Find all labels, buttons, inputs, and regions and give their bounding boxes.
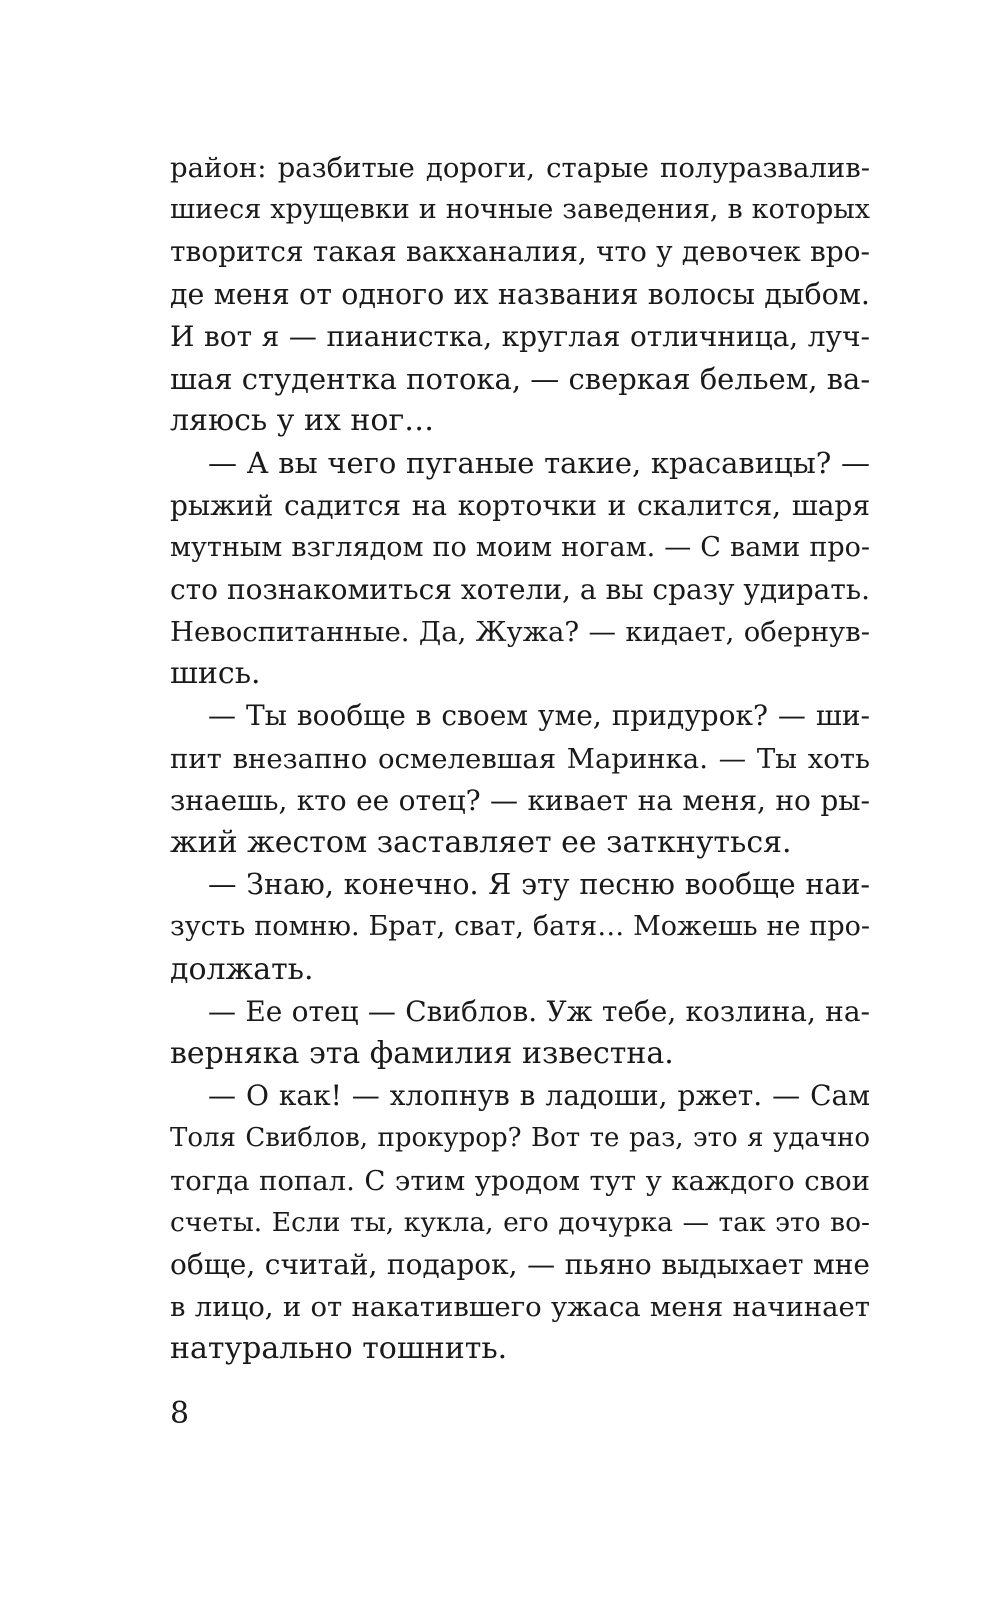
text-line: должать. xyxy=(170,951,314,987)
body-text xyxy=(170,147,870,1370)
text-line: шиеся хрущевки и ночные заведения, в которых xyxy=(170,194,870,226)
text-line: в лицо, и от накатившего ужаса меня начинает xyxy=(170,1291,870,1324)
text-line: тогда попал. С этим уродом тут у каждого свои xyxy=(170,1164,870,1197)
text-line: зусть помню. Брат, сват, батя… Можешь не про- xyxy=(170,911,870,943)
text-line: — Ее отец — Свиблов. Уж тебе, козлина, на- xyxy=(208,994,870,1028)
paragraph xyxy=(170,1075,870,1370)
paragraph xyxy=(170,695,870,864)
text-line: счеты. Если ты, кукла, его дочурка — так это во- xyxy=(170,1206,870,1238)
paragraph xyxy=(170,864,870,991)
text-line: — О как! — хлопнув в ладоши, ржет. — Сам xyxy=(208,1079,870,1113)
text-line: жий жестом заставляет ее заткнуться. xyxy=(170,825,792,860)
paragraph xyxy=(170,147,870,442)
paragraph xyxy=(170,442,870,695)
text-line: — А вы чего пуганые такие, красавицы? — xyxy=(208,446,870,481)
text-line: район: разбитые дороги, старые полуразвалив- xyxy=(170,152,870,184)
text-line: рыжий садится на корточки и скалится, шаря xyxy=(170,488,870,522)
text-line: натурально тошнить. xyxy=(170,1331,508,1367)
text-line: шая студентка потока, — сверкая бельем, ва- xyxy=(170,361,871,396)
text-line: де меня от одного их названия волосы дыбом. xyxy=(170,277,870,311)
text-line: знаешь, кто ее отец? — кивает на меня, но ры- xyxy=(170,783,870,817)
text-line: пит внезапно осмелевшая Маринка. — Ты хоть xyxy=(170,742,870,775)
text-line: И вот я — пианистка, круглая отличница, луч- xyxy=(170,319,870,353)
text-line: сто познакомиться хотели, а вы сразу удирать. xyxy=(170,572,870,606)
text-line: Толя Свиблов, прокурор? Вот те раз, это я удачно xyxy=(170,1123,870,1154)
paragraph xyxy=(170,991,870,1075)
text-line: — Ты вообще в своем уме, придурок? — ши- xyxy=(208,699,870,733)
text-line: ляюсь у их ног… xyxy=(170,403,435,439)
text-line: обще, считай, подарок, — пьяно выдыхает мне xyxy=(170,1247,870,1281)
text-line: творится такая вакханалия, что у девочек вро- xyxy=(170,235,870,269)
page-number: 8 xyxy=(170,1396,190,1431)
text-line: верняка эта фамилия известна. xyxy=(170,1035,674,1071)
text-line: — Знаю, конечно. Я эту песню вообще наи- xyxy=(208,868,870,902)
text-line: мутным взглядом по моим ногам. — С вами про- xyxy=(170,531,870,563)
text-line: шись. xyxy=(170,656,261,692)
text-line: Невоспитанные. Да, Жужа? — кидает, обернув- xyxy=(170,616,870,649)
